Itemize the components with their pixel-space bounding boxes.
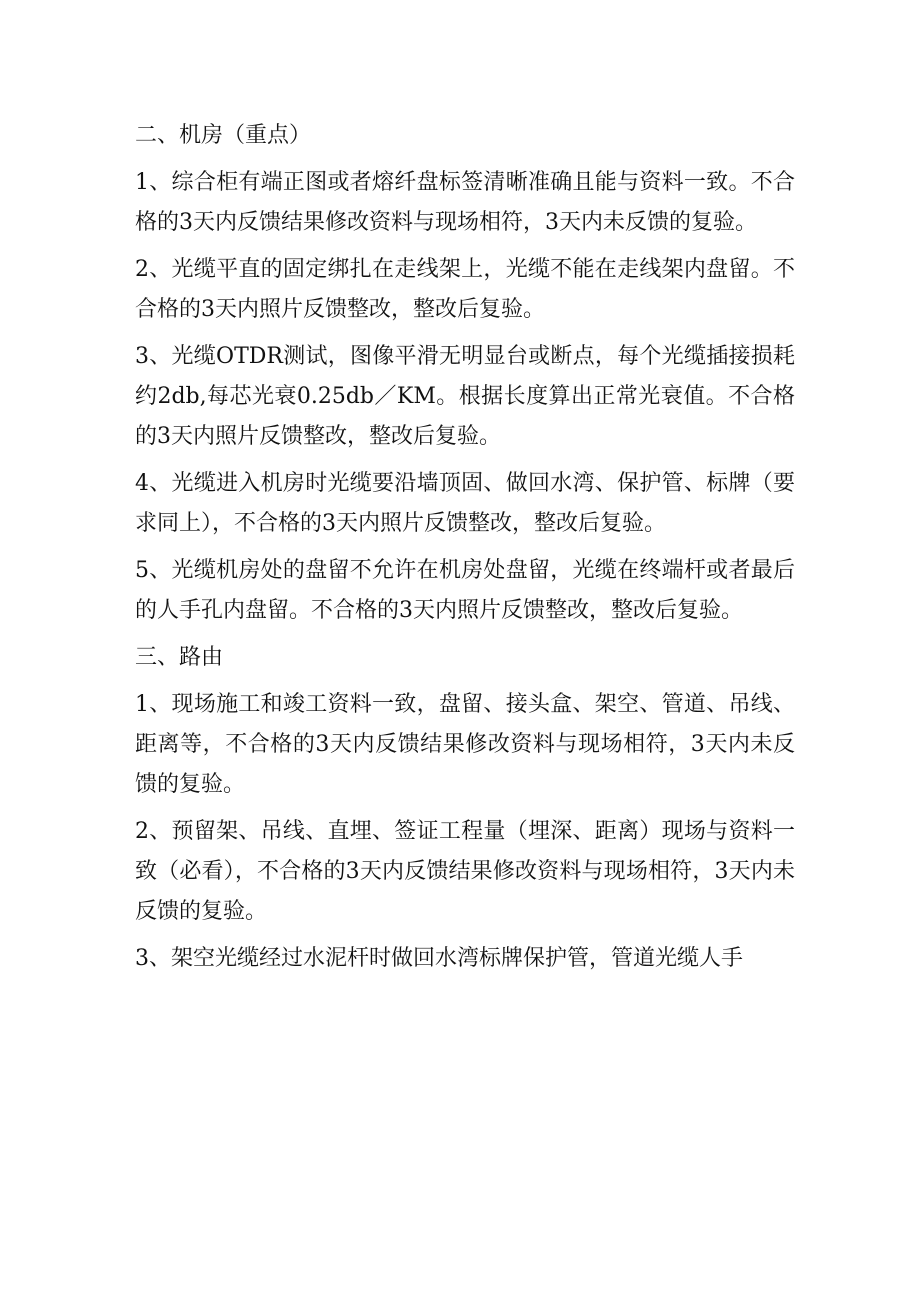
- paragraph: 1、综合柜有端正图或者熔纤盘标签清晰准确且能与资料一致。不合格的3天内反馈结果修改资料与现场相符，3天内未反馈的复验。: [135, 170, 795, 235]
- paragraph: 2、光缆平直的固定绑扎在走线架上，光缆不能在走线架内盘留。不合格的3天内照片反馈整改，整改后复验。: [135, 257, 795, 322]
- paragraph: 1、现场施工和竣工资料一致，盘留、接头盒、架空、管道、吊线、距离等，不合格的3天内反馈结果修改资料与现场相符，3天内未反馈的复验。: [135, 692, 795, 797]
- paragraph: 3、架空光缆经过水泥杆时做回水湾标牌保护管，管道光缆人手: [135, 946, 743, 971]
- paragraph: 2、预留架、吊线、直埋、签证工程量（埋深、距离）现场与资料一致（必看），不合格的3天内反馈结果修改资料与现场相符，3天内未反馈的复验。: [135, 819, 795, 924]
- section-heading-machine-room: 二、机房（重点）: [135, 123, 312, 148]
- paragraph: 5、光缆机房处的盘留不允许在机房处盘留，光缆在终端杆或者最后的人手孔内盘留。不合格的3天内照片反馈整改，整改后复验。: [135, 558, 795, 623]
- document-body: [135, 116, 795, 986]
- section-heading-route: 三、路由: [135, 645, 224, 670]
- paragraph: 3、光缆OTDR测试，图像平滑无明显台或断点，每个光缆插接损耗约2db,每芯光衰0.25db／KM。根据长度算出正常光衰值。不合格的3天内照片反馈整改，整改后复验。: [135, 344, 795, 449]
- paragraph: 4、光缆进入机房时光缆要沿墙顶固、做回水湾、保护管、标牌（要求同上），不合格的3天内照片反馈整改，整改后复验。: [135, 471, 795, 536]
